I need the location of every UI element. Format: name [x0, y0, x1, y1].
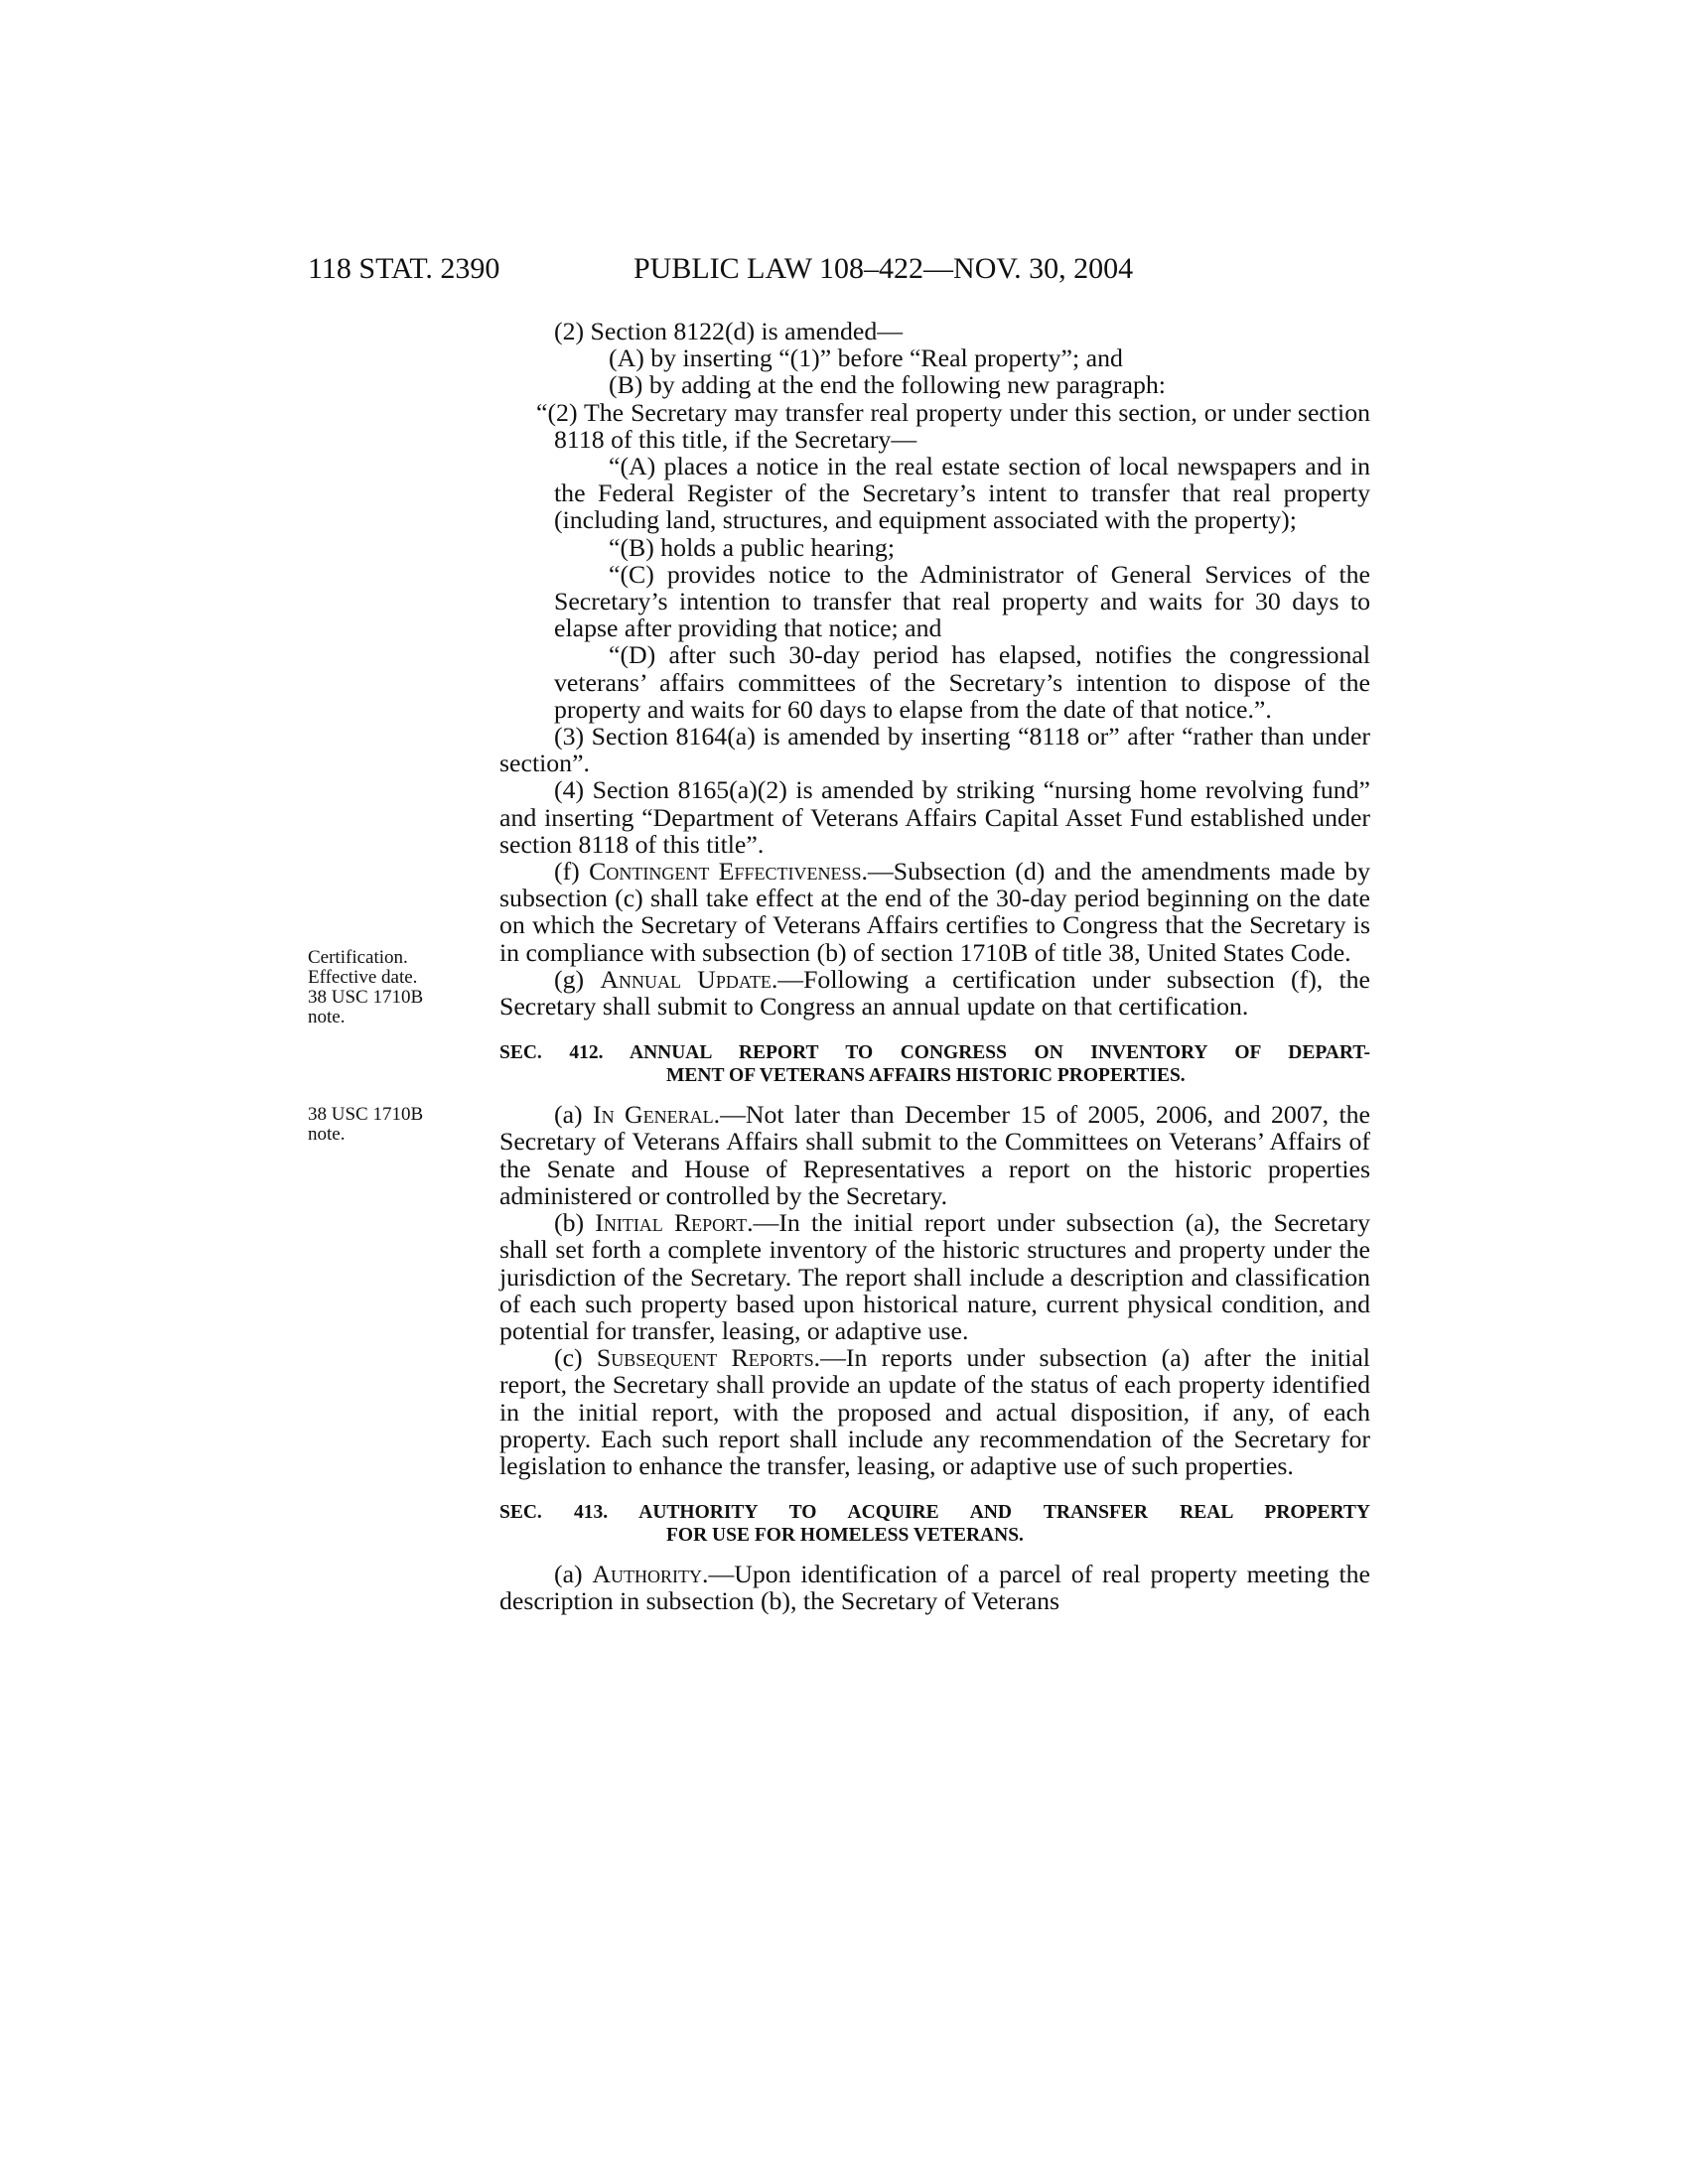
margin-note-certification: Certification. Effective date. 38 USC 1710B note. — [308, 947, 424, 1027]
quoted-subparagraph: “(B) holds a public hearing; — [609, 532, 895, 562]
paragraph: (4) Section 8165(a)(2) is amended by striking “nursing home revolving fund” and inserting “Department of Veterans Affairs Capital Asset Fund established under section 8118 of this title”. — [499, 775, 1370, 859]
quoted-paragraph: “(2) The Secretary may transfer real property under this section, or under section 8118 of this title, if the Secretary— — [536, 397, 1370, 454]
subsection-heading: Initial Report. — [595, 1208, 754, 1238]
subsection-c: (c) Subsequent Reports.—In reports under subsection (a) after the initial report, the Secretary shall provide an update of the status of each property identified in the initial report, with the proposed and actual disposition, if any, of each property. Each such report shall include any recommendation of the Secretary for legislation to enhance the transfer, leasing, or adaptive use of such properties. — [499, 1343, 1370, 1480]
subsection-heading: Annual Update. — [600, 964, 778, 994]
section-heading-413: SEC. 413. AUTHORITY TO ACQUIRE AND TRANSFER REAL PROPERTY FOR USE FOR HOMELESS VETERANS. — [499, 1502, 1370, 1547]
margin-note-usc: 38 USC 1710B note. — [308, 1104, 424, 1145]
subsection-heading: Subsequent Reports. — [596, 1343, 821, 1373]
subsection-b: (b) Initial Report.—In the initial report under subsection (a), the Secretary shall set forth a complete inventory of the historic structures and property under the jurisdiction of the Secretary. The report shall include a description and classification of each such property based upon historical nature, current physical condition, and potential for transfer, leasing, or adaptive use. — [499, 1208, 1370, 1345]
quoted-subparagraph: “(C) provides notice to the Administrator of General Services of the Secretary’s intention to transfer that real property and waits for 30 days to elapse after providing that notice; and — [554, 559, 1370, 643]
subsection-heading: In General. — [593, 1100, 721, 1130]
subsection-a-authority: (a) Authority.—Upon identification of a parcel of real property meeting the description in subsection (b), the Secretary of Veterans — [499, 1560, 1370, 1616]
subsection-f: (f) Contingent Effectiveness.—Subsection (d) and the amendments made by subsection (c) shall take effect at the end of the 30-day period beginning on the date on which the Secretary of Veterans Affairs certifies to Congress that the Secretary is in compliance with subsection (b) of section 1710B of title 38, United States Code. — [499, 857, 1370, 967]
section-heading-412: SEC. 412. ANNUAL REPORT TO CONGRESS ON INVENTORY OF DEPART- MENT OF VETERANS AFFAIRS HISTORIC PROPERTIES. — [499, 1042, 1370, 1087]
stat-page-number: 118 STAT. 2390 — [308, 252, 500, 285]
paragraph: (3) Section 8164(a) is amended by inserting “8118 or” after “rather than under section”. — [499, 722, 1370, 778]
subsection-a: (a) In General.—Not later than December 15 of 2005, 2006, and 2007, the Secretary of Veterans Affairs shall submit to the Committees on Veterans’ Affairs of the Senate and House of Representatives a report on the historic properties administered or controlled by the Secretary. — [499, 1100, 1370, 1210]
paragraph: (2) Section 8122(d) is amended— — [554, 317, 904, 345]
subsection-heading: Authority. — [592, 1560, 709, 1589]
page-header — [0, 252, 1688, 286]
main-text — [499, 318, 1370, 1615]
paragraph: (A) by inserting “(1)” before “Real property”; and — [609, 343, 1123, 373]
subsection-heading: Contingent Effectiveness. — [589, 857, 868, 887]
running-head: PUBLIC LAW 108–422—NOV. 30, 2004 — [633, 252, 1134, 285]
quoted-subparagraph: “(A) places a notice in the real estate section of local newspapers and in the Federal Register of the Secretary’s intent to transfer that real property (including land, structures, and equipment associated with the property); — [554, 452, 1370, 535]
subsection-g: (g) Annual Update.—Following a certification under subsection (f), the Secretary shall submit to Congress an annual update on that certification. — [499, 964, 1371, 1022]
paragraph: (B) by adding at the end the following new paragraph: — [609, 370, 1166, 400]
quoted-subparagraph: “(D) after such 30-day period has elapsed, notifies the congressional veterans’ affairs committees of the Secretary’s intention to dispose of the property and waits for 60 days to elapse from the date of that notice.”. — [554, 640, 1370, 724]
